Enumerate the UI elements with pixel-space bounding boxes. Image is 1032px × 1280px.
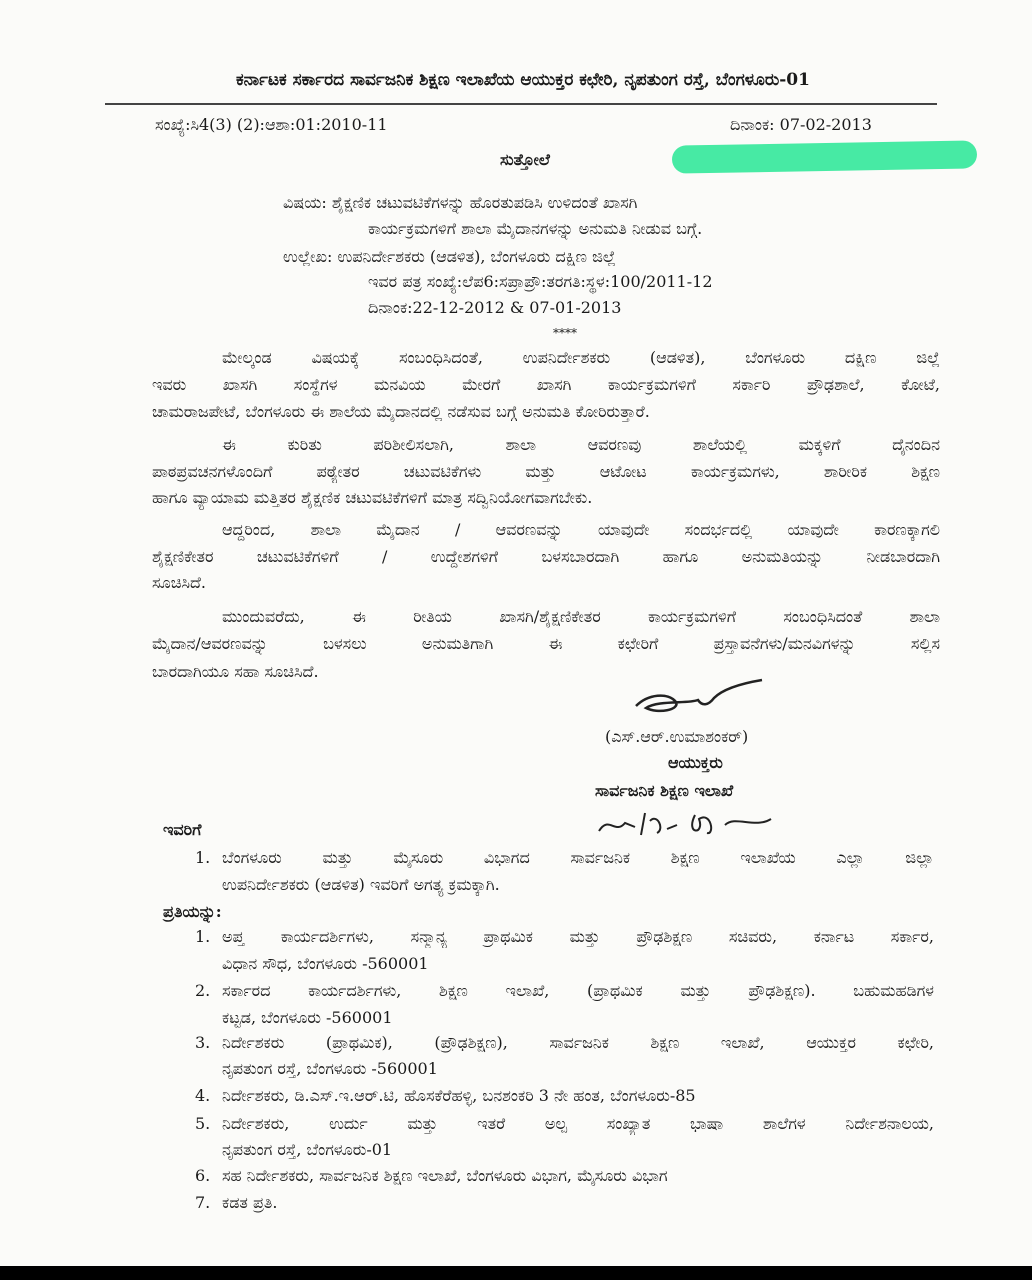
list-item-line: ಉಪನಿರ್ದೇಶಕರು (ಆಡಳಿತ) ಇವರಿಗೆ ಅಗತ್ಯ ಕ್ರಮಕ್ಕಾಗಿ.: [222, 875, 500, 894]
reference-line: ದಿನಾಂಕ:22-12-2012 & 07-01-2013: [368, 298, 622, 317]
signature: [628, 676, 768, 726]
subject-line: ಕಾರ್ಯಕ್ರಮಗಳಿಗೆ ಶಾಲಾ ಮೈದಾನಗಳನ್ನು ಅನುಮತಿ ನೀಡುವ ಬಗ್ಗೆ.: [368, 219, 703, 238]
list-number: 6.: [195, 1166, 211, 1185]
list-item-line: ನಿರ್ದೇಶಕರು, ಡಿ.ಎಸ್.ಇ.ಆರ್.ಟಿ, ಹೊಸಕೆರೆಹಳ್ಳಿ, ಬನಶಂಕರಿ 3 ನೇ ಹಂತ, ಬೆಂಗಳೂರು-85: [222, 1086, 696, 1105]
paragraph-line: ಪಾಠಪ್ರವಚನಗಳೊಂದಿಗೆ ಪಠ್ಯೇತರ ಚಟುವಟಿಕೆಗಳು ಮತ್ತು ಆಟೋಟ ಕಾರ್ಯಕ್ರಮಗಳು, ಶಾರೀರಿಕ ಶಿಕ್ಷಣ: [152, 462, 940, 481]
paragraph-line: ಹಾಗೂ ವ್ಯಾಯಾಮ ಮತ್ತಿತರ ಶೈಕ್ಷಣಿಕ ಚಟುವಟಿಕೆಗಳಿಗೆ ಮಾತ್ರ ಸದ್ವಿನಿಯೋಗವಾಗಬೇಕು.: [152, 488, 593, 507]
list-number: 1.: [195, 927, 211, 946]
list-item-line: ನಿರ್ದೇಶಕರು, ಉರ್ದು ಮತ್ತು ಇತರೆ ಅಲ್ಪ ಸಂಖ್ಯಾತ ಭಾಷಾ ಶಾಲೆಗಳ ನಿರ್ದೇಶನಾಲಯ,: [222, 1114, 934, 1133]
paragraph-line: ಇವರು ಖಾಸಗಿ ಸಂಸ್ಥೆಗಳ ಮನವಿಯ ಮೇರಗೆ ಖಾಸಗಿ ಕಾರ್ಯಕ್ರಮಗಳಿಗೆ ಸರ್ಕಾರಿ ಪ್ರೌಢಶಾಲೆ, ಕೋಟೆ,: [152, 375, 940, 394]
reference-line: ಉಲ್ಲೇಖ: ಉಪನಿರ್ದೇಶಕರು (ಆಡಳಿತ), ಬೆಂಗಳೂರು ದಕ್ಷಿಣ ಜಿಲ್ಲೆ: [283, 247, 616, 266]
handwritten-initials: [595, 805, 775, 841]
paragraph-line: ಚಾಮರಾಜಪೇಟೆ, ಬೆಂಗಳೂರು ಈ ಶಾಲೆಯ ಮೈದಾನದಲ್ಲಿ ನಡೆಸುವ ಬಗ್ಗೆ ಅನುಮತಿ ಕೋರಿರುತ್ತಾರೆ.: [152, 402, 650, 421]
list-item-line: ನೃಪತುಂಗ ರಸ್ತೆ, ಬೆಂಗಳೂರು-01: [222, 1140, 393, 1159]
copy-heading: ಪ್ರತಿಯನ್ನು:: [163, 902, 222, 921]
office-header: ಕರ್ನಾಟಕ ಸರ್ಕಾರದ ಸಾರ್ವಜನಿಕ ಶಿಕ್ಷಣ ಇಲಾಖೆಯ ಆಯುಕ್ತರ ಕಛೇರಿ, ನೃಪತುಂಗ ರಸ್ತೆ, ಬೆಂಗಳೂರು-01: [236, 70, 810, 90]
paragraph-line: ಮೇಲ್ಕಂಡ ವಿಷಯಕ್ಕೆ ಸಂಬಂಧಿಸಿದಂತೆ, ಉಪನಿರ್ದೇಶಕರು (ಆಡಳಿತ), ಬೆಂಗಳೂರು ದಕ್ಷಿಣ ಜಿಲ್ಲೆ: [222, 348, 940, 367]
list-item-line: ಸಹ ನಿರ್ದೇಶಕರು, ಸಾರ್ವಜನಿಕ ಶಿಕ್ಷಣ ಇಲಾಖೆ, ಬೆಂಗಳೂರು ವಿಭಾಗ, ಮೈಸೂರು ವಿಭಾಗ: [222, 1166, 668, 1185]
list-number: 1.: [195, 848, 211, 867]
document-title: ಸುತ್ತೋಲೆ: [500, 150, 550, 169]
paragraph-line: ಈ ಕುರಿತು ಪರಿಶೀಲಿಸಲಾಗಿ, ಶಾಲಾ ಆವರಣವು ಶಾಲೆಯಲ್ಲಿ ಮಕ್ಕಳಿಗೆ ದೈನಂದಿನ: [222, 435, 940, 454]
paragraph-line: ಸೂಚಿಸಿದೆ.: [152, 573, 207, 592]
highlighter-mark: [672, 140, 977, 173]
list-item-line: ಸರ್ಕಾರದ ಕಾರ್ಯದರ್ಶಿಗಳು, ಶಿಕ್ಷಣ ಇಲಾಖೆ, (ಪ್ರಾಥಮಿಕ ಮತ್ತು ಪ್ರೌಢಶಿಕ್ಷಣ). ಬಹುಮಹಡಿಗಳ: [222, 981, 934, 1000]
signatory-name: (ಎಸ್.ಆರ್.ಉಮಾಶಂಕರ್): [605, 727, 749, 746]
recipients-heading: ಇವರಿಗೆ: [163, 820, 202, 839]
list-item-line: ಕಡತ ಪ್ರತಿ.: [222, 1193, 278, 1212]
paragraph-line: ಶೈಕ್ಷಣಿಕೇತರ ಚಟುವಟಿಕೆಗಳಿಗೆ / ಉದ್ದೇಶಗಳಿಗೆ ಬಳಸಬಾರದಾಗಿ ಹಾಗೂ ಅನುಮತಿಯನ್ನು ನೀಡಬಾರದಾಗಿ: [152, 547, 940, 566]
reference-number: ಸಂಖ್ಯೆ:ಸಿ4(3) (2):ಆಶಾ:01:2010-11: [155, 115, 388, 134]
list-number: 3.: [195, 1033, 211, 1052]
list-item-line: ಅಪ್ತ ಕಾರ್ಯದರ್ಶಿಗಳು, ಸನ್ಮಾನ್ಯ ಪ್ರಾಥಮಿಕ ಮತ್ತು ಪ್ರೌಢಶಿಕ್ಷಣ ಸಚಿವರು, ಕರ್ನಾಟ ಸರ್ಕಾರ,: [222, 927, 934, 946]
list-item-line: ಬೆಂಗಳೂರು ಮತ್ತು ಮೈಸೂರು ವಿಭಾಗದ ಸಾರ್ವಜನಿಕ ಶಿಕ್ಷಣ ಇಲಾಖೆಯ ಎಲ್ಲಾ ಜಿಲ್ಲಾ: [222, 848, 934, 867]
list-number: 4.: [195, 1086, 211, 1105]
paragraph-line: ಮುಂದುವರೆದು, ಈ ರೀತಿಯ ಖಾಸಗಿ/ಶೈಕ್ಷಣಿಕೇತರ ಕಾರ್ಯಕ್ರಮಗಳಿಗೆ ಸಂಬಂಧಿಸಿದಂತೆ ಶಾಲಾ: [222, 607, 940, 626]
separator: ****: [553, 326, 577, 340]
reference-line: ಇವರ ಪತ್ರ ಸಂಖ್ಯೆ:ಲೆಪ6:ಸಪ್ರಾಪ್ರೌ:ತರಗತಿ:ಸ್ಥಳ:100/2011-12: [368, 272, 713, 291]
signatory-department: ಸಾರ್ವಜನಿಕ ಶಿಕ್ಷಣ ಇಲಾಖೆ: [595, 781, 734, 800]
paragraph-line: ಬಾರದಾಗಿಯೂ ಸಹಾ ಸೂಚಿಸಿದೆ.: [152, 662, 319, 681]
list-number: 7.: [195, 1193, 211, 1212]
list-item-line: ಕಟ್ಟಡ, ಬೆಂಗಳೂರು -560001: [222, 1008, 393, 1027]
header-rule: [105, 103, 937, 105]
paragraph-line: ಆದ್ದರಿಂದ, ಶಾಲಾ ಮೈದಾನ / ಆವರಣವನ್ನು ಯಾವುದೇ ಸಂದರ್ಭದಲ್ಲಿ ಯಾವುದೇ ಕಾರಣಕ್ಕಾಗಲಿ: [222, 520, 940, 539]
list-item-line: ವಿಧಾನ ಸೌಧ, ಬೆಂಗಳೂರು -560001: [222, 954, 429, 973]
document-date: ದಿನಾಂಕ: 07-02-2013: [730, 115, 872, 134]
list-item-line: ನೃಪತುಂಗ ರಸ್ತೆ, ಬೆಂಗಳೂರು -560001: [222, 1059, 438, 1078]
list-number: 2.: [195, 981, 211, 1000]
list-number: 5.: [195, 1114, 211, 1133]
subject-line: ವಿಷಯ: ಶೈಕ್ಷಣಿಕ ಚಟುವಟಿಕೆಗಳನ್ನು ಹೊರತುಪಡಿಸಿ ಉಳಿದಂತೆ ಖಾಸಗಿ: [283, 193, 638, 212]
signatory-designation: ಆಯುಕ್ತರು: [668, 753, 723, 772]
paragraph-line: ಮೈದಾನ/ಆವರಣವನ್ನು ಬಳಸಲು ಅನುಮತಿಗಾಗಿ ಈ ಕಛೇರಿಗೆ ಪ್ರಸ್ತಾವನೆಗಳು/ಮನವಿಗಳನ್ನು ಸಲ್ಲಿಸ: [152, 634, 940, 653]
list-item-line: ನಿರ್ದೇಶಕರು (ಪ್ರಾಥಮಿಕ), (ಪ್ರೌಢಶಿಕ್ಷಣ), ಸಾರ್ವಜನಿಕ ಶಿಕ್ಷಣ ಇಲಾಖೆ, ಆಯುಕ್ತರ ಕಛೇರಿ,: [222, 1033, 934, 1052]
